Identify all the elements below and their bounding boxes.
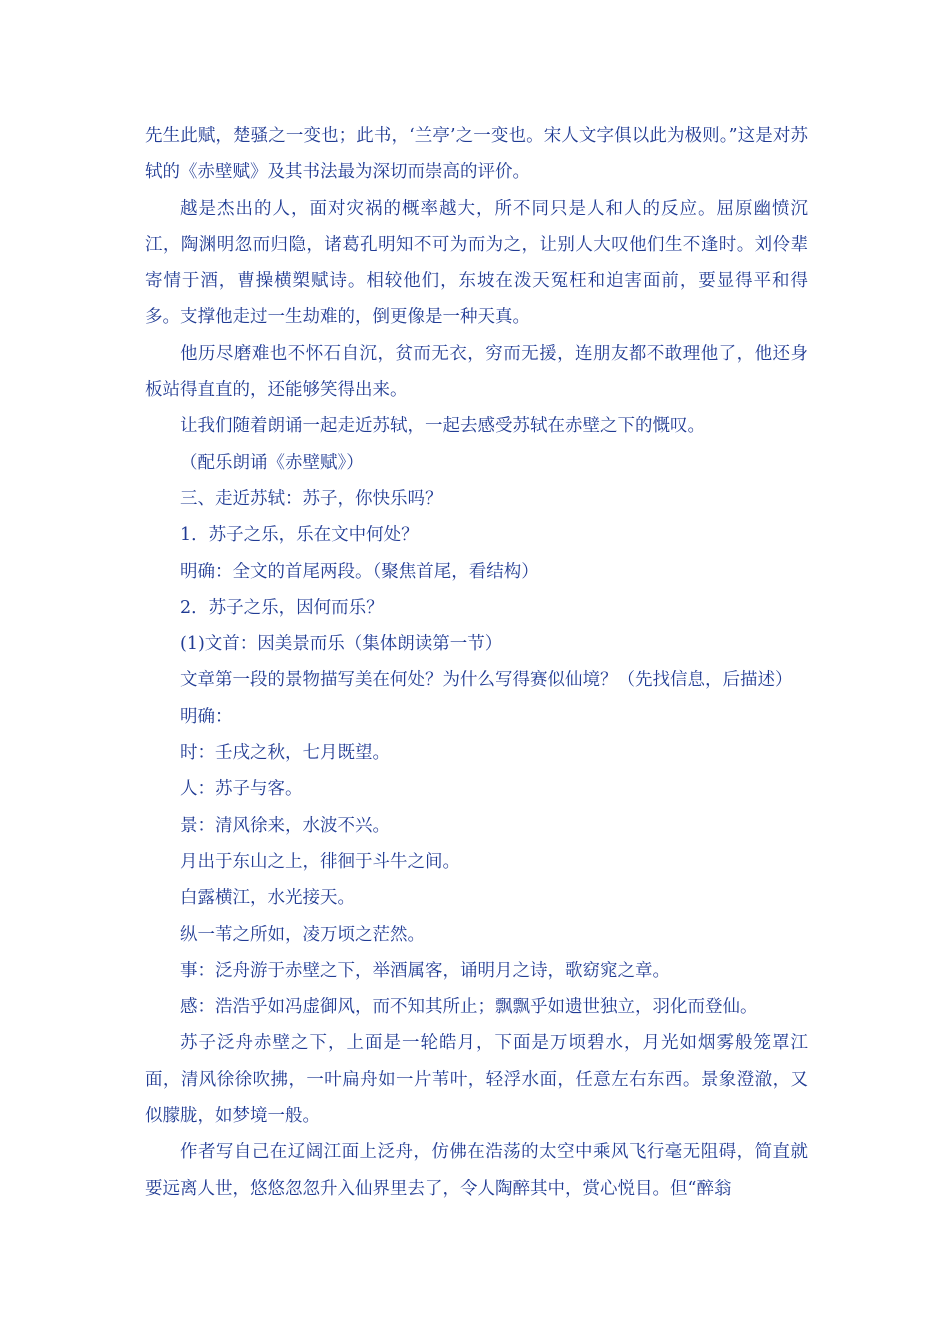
paragraph-4: 让我们随着朗诵一起走近苏轼，一起去感受苏轼在赤壁之下的慨叹。 [180, 416, 705, 437]
paragraph-1: 先生此赋，楚骚之一变也；此书，‘兰亭’之一变也。宋人文字俱以此为极则。”这是对苏轼的《赤壁赋》及其书法最为深切而崇高的评价。 [145, 126, 808, 183]
line-people: 人：苏子与客。 [180, 779, 303, 800]
paragraph-2: 越是杰出的人，面对灾祸的概率越大，所不同只是人和人的反应。屈原幽愤沉江，陶渊明忽而归隐，诸葛孔明知不可为而为之，让别人大叹他们生不逢时。刘伶辈寄情于酒，曹操横槊赋诗。相较他们，东坡在泼天冤枉和迫害面前，要显得平和得多。支撑他走过一生劫难的，倒更像是一种天真。 [145, 198, 808, 328]
line-event: 事：泛舟游于赤壁之下，举酒属客，诵明月之诗，歌窈窕之章。 [180, 960, 670, 981]
line-reed: 纵一苇之所如，凌万顷之茫然。 [180, 924, 425, 945]
line-dew: 白露横江，水光接天。 [180, 888, 355, 909]
paragraph-21: 苏子泛舟赤壁之下，上面是一轮皓月，下面是万顷碧水，月光如烟雾般笼罩江面，清风徐徐吹拂，一叶扁舟如一片苇叶，轻浮水面，任意左右东西。景象澄澈，又似朦胧，如梦境一般。 [145, 1033, 808, 1127]
section-heading-3: 三、走近苏轼：苏子，你快乐吗？ [180, 488, 443, 509]
paragraph-3: 他历尽磨难也不怀石自沉，贫而无衣，穷而无援，连朋友都不敢理他了，他还身板站得直直的，还能够笑得出来。 [145, 343, 808, 401]
answer-1: 明确：全文的首尾两段。（聚焦首尾，看结构） [180, 561, 539, 582]
document-body [145, 118, 808, 1207]
line-time: 时：壬戌之秋，七月既望。 [180, 743, 390, 764]
subsection-1: (1)文首：因美景而乐（集体朗读第一节） [180, 634, 503, 655]
line-moon: 月出于东山之上，徘徊于斗牛之间。 [180, 851, 460, 872]
paragraph-11: 文章第一段的景物描写美在何处？为什么写得赛似仙境？（先找信息，后描述） [180, 670, 793, 691]
paragraph-5: （配乐朗诵《赤壁赋》） [180, 452, 364, 473]
question-1: 1．苏子之乐，乐在文中何处？ [180, 525, 419, 546]
paragraph-22: 作者写自己在辽阔江面上泛舟，仿佛在浩荡的太空中乘风飞行毫无阻碍，简直就要远离人世，悠悠忽忽升入仙界里去了，令人陶醉其中，赏心悦目。但“醉翁 [145, 1142, 808, 1199]
answer-label: 明确： [180, 706, 233, 727]
line-scene: 景：清风徐来，水波不兴。 [180, 815, 390, 836]
question-2: 2．苏子之乐，因何而乐？ [180, 597, 384, 618]
line-feeling: 感：浩浩乎如冯虚御风，而不知其所止；飘飘乎如遗世独立，羽化而登仙。 [180, 997, 758, 1018]
